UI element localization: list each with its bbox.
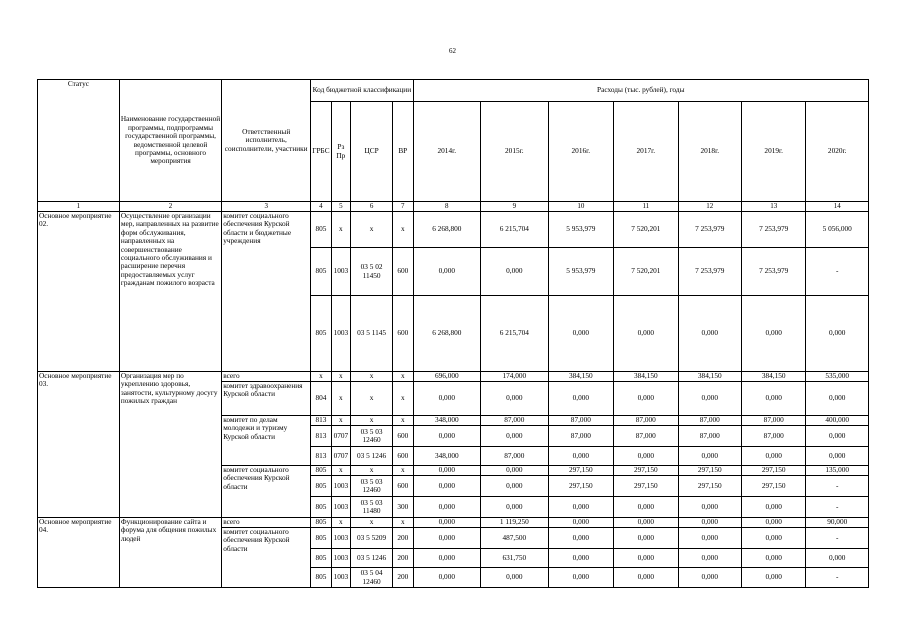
budget-table bbox=[37, 79, 869, 588]
cell-value: 135,000 bbox=[806, 466, 869, 476]
cell-value: 348,000 bbox=[413, 447, 481, 466]
cell-csr: х bbox=[351, 416, 393, 426]
column-number: 10 bbox=[548, 202, 613, 212]
cell-vr: х bbox=[393, 416, 413, 426]
column-number: 14 bbox=[806, 202, 869, 212]
cell-value: 90,000 bbox=[806, 518, 869, 528]
cell-value: 87,000 bbox=[678, 426, 741, 447]
cell-csr: 03 5 1145 bbox=[351, 296, 393, 372]
cell-value: - bbox=[806, 248, 869, 296]
cell-grbs: 813 bbox=[311, 426, 331, 447]
cell-value: 0,000 bbox=[413, 528, 481, 549]
column-number: 1 bbox=[38, 202, 120, 212]
cell-rzpr: 0707 bbox=[331, 447, 350, 466]
column-number: 12 bbox=[678, 202, 741, 212]
cell-grbs: 813 bbox=[311, 447, 331, 466]
cell-rzpr: 0707 bbox=[331, 426, 350, 447]
cell-value: 0,000 bbox=[806, 426, 869, 447]
table-row bbox=[38, 212, 869, 248]
row-program-name: Осуществление организации мер, направленных на развитие форм обслуживания, направленных на совершенствование социального обслуживания и расширение перечня предоставляемых услуг гражданам пожилого возраста bbox=[119, 212, 221, 372]
cell-rzpr: 1003 bbox=[331, 497, 350, 518]
cell-value: 87,000 bbox=[548, 426, 613, 447]
cell-value: 0,000 bbox=[481, 497, 549, 518]
cell-value: 0,000 bbox=[741, 549, 805, 568]
cell-value: - bbox=[806, 476, 869, 497]
cell-value: 0,000 bbox=[678, 447, 741, 466]
column-number: 5 bbox=[331, 202, 350, 212]
column-number: 13 bbox=[741, 202, 805, 212]
cell-value: 0,000 bbox=[481, 382, 549, 416]
header-year: 2018г. bbox=[678, 102, 741, 202]
header-program-name: Наименование государственной программы, подпрограммы государственной программы, ведомственной целевой программы, основного мероприятия bbox=[119, 80, 221, 202]
row-status: Основное мероприятие 04. bbox=[38, 518, 120, 588]
cell-value: 297,150 bbox=[741, 476, 805, 497]
cell-value: 0,000 bbox=[413, 426, 481, 447]
cell-value: 297,150 bbox=[678, 466, 741, 476]
cell-grbs: 805 bbox=[311, 212, 331, 248]
cell-grbs: 805 bbox=[311, 248, 331, 296]
cell-vr: х bbox=[393, 466, 413, 476]
cell-csr: 03 5 1246 bbox=[351, 447, 393, 466]
cell-value: 384,150 bbox=[614, 372, 678, 382]
cell-value: 7 520,201 bbox=[614, 248, 678, 296]
cell-value: 87,000 bbox=[678, 416, 741, 426]
cell-csr: 03 5 5209 bbox=[351, 528, 393, 549]
cell-value: 5 056,000 bbox=[806, 212, 869, 248]
header-year: 2020г. bbox=[806, 102, 869, 202]
cell-value: 7 253,979 bbox=[678, 248, 741, 296]
cell-value: 0,000 bbox=[614, 528, 678, 549]
row-program-name: Функционирование сайта и форума для общения пожилых людей bbox=[119, 518, 221, 588]
cell-vr: х bbox=[393, 518, 413, 528]
cell-value: 0,000 bbox=[741, 296, 805, 372]
cell-value: 6 268,800 bbox=[413, 212, 481, 248]
cell-csr: х bbox=[351, 372, 393, 382]
cell-value: 87,000 bbox=[614, 416, 678, 426]
row-status: Основное мероприятие 03. bbox=[38, 372, 120, 518]
header-year: 2019г. bbox=[741, 102, 805, 202]
column-number-row bbox=[38, 202, 869, 212]
cell-value: 348,000 bbox=[413, 416, 481, 426]
cell-value: 0,000 bbox=[678, 518, 741, 528]
cell-vr: х bbox=[393, 372, 413, 382]
cell-grbs: 805 bbox=[311, 568, 331, 588]
cell-value: 0,000 bbox=[614, 518, 678, 528]
cell-csr: 03 5 03 11480 bbox=[351, 497, 393, 518]
cell-value: 0,000 bbox=[806, 549, 869, 568]
cell-value: 0,000 bbox=[741, 497, 805, 518]
header-executor: Ответственный исполнитель, соисполнители, участники bbox=[222, 80, 311, 202]
cell-value: 5 953,979 bbox=[548, 212, 613, 248]
cell-rzpr: х bbox=[331, 372, 350, 382]
cell-rzpr: х bbox=[331, 416, 350, 426]
cell-value: 87,000 bbox=[481, 447, 549, 466]
cell-value: 297,150 bbox=[678, 476, 741, 497]
cell-value: 0,000 bbox=[614, 447, 678, 466]
cell-vr: х bbox=[393, 212, 413, 248]
cell-value: 87,000 bbox=[741, 426, 805, 447]
cell-grbs: 805 bbox=[311, 518, 331, 528]
row-executor: всего bbox=[222, 518, 311, 528]
cell-value: 0,000 bbox=[806, 382, 869, 416]
column-number: 8 bbox=[413, 202, 481, 212]
row-executor: всего bbox=[222, 372, 311, 382]
cell-value: 7 253,979 bbox=[741, 248, 805, 296]
cell-rzpr: 1003 bbox=[331, 476, 350, 497]
cell-value: 0,000 bbox=[413, 549, 481, 568]
cell-rzpr: х bbox=[331, 518, 350, 528]
cell-grbs: 804 bbox=[311, 382, 331, 416]
row-executor: комитет социального обеспечения Курской области и бюджетные учреждения bbox=[222, 212, 311, 372]
cell-value: 0,000 bbox=[548, 382, 613, 416]
cell-value: - bbox=[806, 497, 869, 518]
cell-value: 0,000 bbox=[614, 382, 678, 416]
column-number: 11 bbox=[614, 202, 678, 212]
cell-vr: 300 bbox=[393, 497, 413, 518]
cell-value: 0,000 bbox=[614, 568, 678, 588]
header-grbs: ГРБС bbox=[311, 102, 331, 202]
cell-value: 0,000 bbox=[548, 549, 613, 568]
cell-vr: 600 bbox=[393, 476, 413, 497]
cell-rzpr: х bbox=[331, 212, 350, 248]
cell-csr: 03 5 04 12460 bbox=[351, 568, 393, 588]
cell-value: 7 520,201 bbox=[614, 212, 678, 248]
row-executor: комитет социального обеспечения Курской области bbox=[222, 528, 311, 588]
cell-value: 297,150 bbox=[548, 466, 613, 476]
cell-value: 400,000 bbox=[806, 416, 869, 426]
cell-value: 0,000 bbox=[548, 447, 613, 466]
cell-csr: х bbox=[351, 212, 393, 248]
row-executor: комитет социального обеспечения Курской области bbox=[222, 466, 311, 518]
row-program-name: Организация мер по укреплению здоровья, занятости, культурному досугу пожилых граждан bbox=[119, 372, 221, 518]
cell-vr: 200 bbox=[393, 568, 413, 588]
row-executor: комитет по делам молодежи и туризму Курской области bbox=[222, 416, 311, 466]
cell-value: 1 119,250 bbox=[481, 518, 549, 528]
cell-value: 0,000 bbox=[481, 426, 549, 447]
cell-value: 696,000 bbox=[413, 372, 481, 382]
cell-value: - bbox=[806, 568, 869, 588]
cell-value: 0,000 bbox=[678, 528, 741, 549]
cell-value: 0,000 bbox=[614, 497, 678, 518]
cell-rzpr: х bbox=[331, 382, 350, 416]
cell-vr: 600 bbox=[393, 426, 413, 447]
cell-grbs: х bbox=[311, 372, 331, 382]
cell-csr: 03 5 03 12460 bbox=[351, 426, 393, 447]
page-number: 62 bbox=[449, 47, 456, 55]
row-executor: комитет здравоохранения Курской области bbox=[222, 382, 311, 416]
cell-value: 0,000 bbox=[678, 568, 741, 588]
cell-value: 174,000 bbox=[481, 372, 549, 382]
cell-value: 0,000 bbox=[741, 568, 805, 588]
cell-value: 0,000 bbox=[548, 528, 613, 549]
cell-grbs: 805 bbox=[311, 497, 331, 518]
cell-value: 0,000 bbox=[678, 497, 741, 518]
cell-value: 0,000 bbox=[741, 382, 805, 416]
cell-vr: 200 bbox=[393, 528, 413, 549]
cell-vr: 600 bbox=[393, 296, 413, 372]
cell-value: 0,000 bbox=[614, 296, 678, 372]
cell-value: 0,000 bbox=[413, 497, 481, 518]
cell-value: 0,000 bbox=[678, 296, 741, 372]
column-number: 7 bbox=[393, 202, 413, 212]
cell-grbs: 813 bbox=[311, 416, 331, 426]
cell-rzpr: 1003 bbox=[331, 248, 350, 296]
cell-value: 0,000 bbox=[413, 382, 481, 416]
cell-value: 87,000 bbox=[741, 416, 805, 426]
column-number: 9 bbox=[481, 202, 549, 212]
cell-value: 384,150 bbox=[548, 372, 613, 382]
cell-value: 0,000 bbox=[413, 476, 481, 497]
cell-value: 0,000 bbox=[548, 497, 613, 518]
cell-value: 7 253,979 bbox=[678, 212, 741, 248]
cell-csr: х bbox=[351, 518, 393, 528]
cell-grbs: 805 bbox=[311, 296, 331, 372]
cell-value: 87,000 bbox=[481, 416, 549, 426]
cell-value: 0,000 bbox=[413, 568, 481, 588]
cell-value: 0,000 bbox=[678, 549, 741, 568]
cell-rzpr: 1003 bbox=[331, 296, 350, 372]
cell-value: 0,000 bbox=[548, 296, 613, 372]
cell-rzpr: 1003 bbox=[331, 528, 350, 549]
cell-value: 6 215,704 bbox=[481, 296, 549, 372]
cell-rzpr: х bbox=[331, 466, 350, 476]
cell-rzpr: 1003 bbox=[331, 568, 350, 588]
header-csr: ЦСР bbox=[351, 102, 393, 202]
cell-value: 0,000 bbox=[481, 568, 549, 588]
cell-value: 384,150 bbox=[678, 372, 741, 382]
header-year: 2017г. bbox=[614, 102, 678, 202]
cell-value: 384,150 bbox=[741, 372, 805, 382]
cell-csr: 03 5 1246 bbox=[351, 549, 393, 568]
header-budget-code: Код бюджетной классификации bbox=[311, 80, 413, 102]
cell-value: 0,000 bbox=[481, 248, 549, 296]
cell-value: 297,150 bbox=[741, 466, 805, 476]
cell-vr: 600 bbox=[393, 248, 413, 296]
cell-value: 297,150 bbox=[548, 476, 613, 497]
column-number: 3 bbox=[222, 202, 311, 212]
cell-grbs: 805 bbox=[311, 476, 331, 497]
cell-value: 0,000 bbox=[678, 382, 741, 416]
header-rzpr: Рз Пр bbox=[331, 102, 350, 202]
header-vr: ВР bbox=[393, 102, 413, 202]
cell-value: 297,150 bbox=[614, 476, 678, 497]
cell-csr: х bbox=[351, 466, 393, 476]
cell-value: 297,150 bbox=[614, 466, 678, 476]
header-year: 2015г. bbox=[481, 102, 549, 202]
cell-value: 0,000 bbox=[614, 549, 678, 568]
column-number: 6 bbox=[351, 202, 393, 212]
cell-value: 487,500 bbox=[481, 528, 549, 549]
cell-value: 0,000 bbox=[806, 447, 869, 466]
cell-csr: 03 5 02 11450 bbox=[351, 248, 393, 296]
cell-value: 87,000 bbox=[614, 426, 678, 447]
cell-value: 0,000 bbox=[481, 476, 549, 497]
cell-value: 0,000 bbox=[806, 296, 869, 372]
header-year: 2016г. bbox=[548, 102, 613, 202]
cell-value: 0,000 bbox=[741, 528, 805, 549]
cell-value: 0,000 bbox=[413, 518, 481, 528]
table-row bbox=[38, 372, 869, 382]
cell-value: 535,000 bbox=[806, 372, 869, 382]
cell-rzpr: 1003 bbox=[331, 549, 350, 568]
cell-value: 0,000 bbox=[548, 518, 613, 528]
cell-value: 87,000 bbox=[548, 416, 613, 426]
cell-value: 0,000 bbox=[741, 447, 805, 466]
cell-value: 0,000 bbox=[481, 466, 549, 476]
cell-value: 631,750 bbox=[481, 549, 549, 568]
cell-value: 5 953,979 bbox=[548, 248, 613, 296]
cell-vr: х bbox=[393, 382, 413, 416]
cell-grbs: 805 bbox=[311, 466, 331, 476]
cell-value: 0,000 bbox=[413, 466, 481, 476]
cell-vr: 200 bbox=[393, 549, 413, 568]
header-status: Статус bbox=[38, 80, 120, 202]
row-status: Основное мероприятие 02. bbox=[38, 212, 120, 372]
column-number: 4 bbox=[311, 202, 331, 212]
cell-value: 0,000 bbox=[548, 568, 613, 588]
cell-grbs: 805 bbox=[311, 528, 331, 549]
column-number: 2 bbox=[119, 202, 221, 212]
cell-csr: х bbox=[351, 382, 393, 416]
cell-csr: 03 5 03 12460 bbox=[351, 476, 393, 497]
header-expenses: Расходы (тыс. рублей), годы bbox=[413, 80, 868, 102]
cell-grbs: 805 bbox=[311, 549, 331, 568]
cell-value: 6 268,800 bbox=[413, 296, 481, 372]
cell-value: 0,000 bbox=[741, 518, 805, 528]
cell-value: 7 253,979 bbox=[741, 212, 805, 248]
header-year: 2014г. bbox=[413, 102, 481, 202]
cell-value: 0,000 bbox=[413, 248, 481, 296]
cell-value: 6 215,704 bbox=[481, 212, 549, 248]
table-row bbox=[38, 518, 869, 528]
cell-vr: 600 bbox=[393, 447, 413, 466]
cell-value: - bbox=[806, 528, 869, 549]
